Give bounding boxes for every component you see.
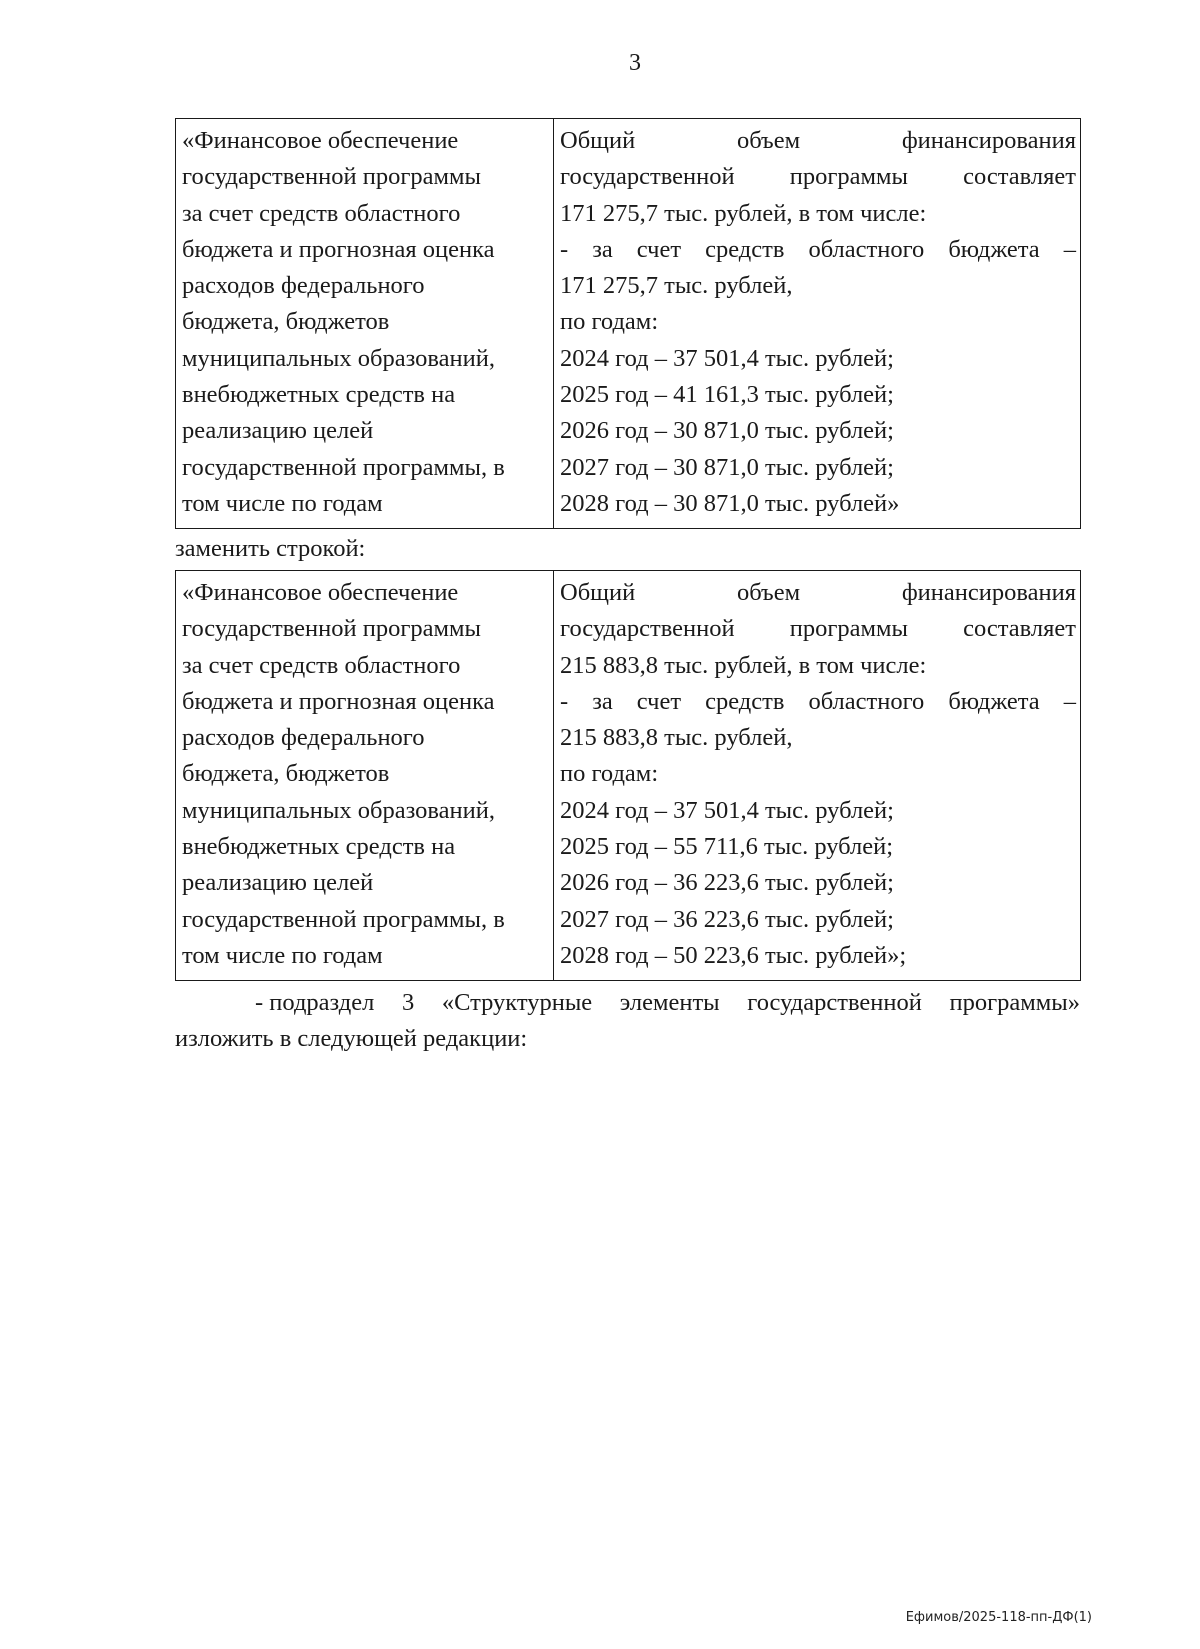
word: государственной [560, 615, 735, 643]
word: Общий [560, 127, 636, 154]
regional-amount-line: 171 275,7 тыс. рублей, [560, 272, 793, 300]
word: государственной [747, 989, 922, 1016]
old-financing-table [175, 118, 1081, 529]
word: объем [736, 127, 801, 154]
word: «Структурные [441, 989, 593, 1016]
label-line: «Финансовое обеспечение [182, 579, 459, 606]
word: бюджета [948, 235, 1040, 263]
by-years-line: по годам: [560, 308, 659, 336]
value-line [560, 159, 1076, 195]
year-amount-line: 2028 год – 50 223,6 тыс. рублей»; [560, 941, 907, 969]
new-row-value-cell [554, 571, 1081, 981]
label-line: «Финансовое обеспечение [182, 127, 459, 154]
word: финансирования [901, 127, 1076, 154]
label-line: государственной программы, в [182, 905, 505, 933]
label-line: реализацию целей [182, 417, 374, 445]
word: - [560, 235, 569, 263]
word: Общий [560, 579, 636, 606]
word: составляет [963, 615, 1076, 643]
year-amount-line: 2028 год – 30 871,0 тыс. рублей» [560, 489, 900, 517]
word: счет [636, 235, 682, 263]
label-line: за счет средств областного [182, 199, 461, 227]
word: – [1063, 235, 1076, 263]
year-amount-line: 2026 год – 30 871,0 тыс. рублей; [560, 417, 894, 445]
regional-amount-line: 215 883,8 тыс. рублей, [560, 724, 793, 752]
word: – [1063, 687, 1076, 715]
label-line: внебюджетных средств на [182, 833, 456, 861]
value-line [560, 232, 1076, 268]
table-row [176, 119, 1081, 529]
word: - подраздел [255, 989, 375, 1016]
table-row [176, 571, 1081, 981]
label-line: муниципальных образований, [182, 796, 495, 824]
word: объем [736, 579, 801, 606]
label-line: бюджета, бюджетов [182, 760, 390, 788]
new-financing-table [175, 570, 1081, 981]
word: 3 [401, 989, 415, 1016]
label-line: расходов федерального [182, 724, 425, 752]
year-amount-line: 2025 год – 41 161,3 тыс. рублей; [560, 381, 894, 409]
word: за [592, 235, 613, 263]
old-row-label-cell [176, 119, 554, 529]
label-line: том числе по годам [182, 489, 383, 517]
year-amount-line: 2027 год – 30 871,0 тыс. рублей; [560, 453, 894, 481]
label-line: расходов федерального [182, 272, 425, 300]
label-line: государственной программы, в [182, 453, 505, 481]
word: средств [705, 235, 785, 263]
word: программы [789, 163, 909, 191]
year-amount-line: 2024 год – 37 501,4 тыс. рублей; [560, 344, 894, 372]
year-amount-line: 2025 год – 55 711,6 тыс. рублей; [560, 833, 894, 861]
year-amount-line: 2024 год – 37 501,4 тыс. рублей; [560, 796, 894, 824]
label-line: муниципальных образований, [182, 344, 495, 372]
old-row-value-cell [554, 119, 1081, 529]
label-line: бюджета и прогнозная оценка [182, 687, 495, 715]
word: бюджета [948, 687, 1040, 715]
word: счет [636, 687, 682, 715]
document-code: Ефимов/2025-118-пп-ДФ(1) [905, 1610, 1092, 1625]
total-amount-line: 171 275,7 тыс. рублей, в том числе: [560, 199, 927, 227]
word: программы» [949, 989, 1080, 1016]
value-line [560, 123, 1076, 159]
year-amount-line: 2026 год – 36 223,6 тыс. рублей; [560, 869, 894, 897]
value-line [560, 611, 1076, 647]
subsection-paragraph [175, 985, 1080, 1057]
word: - [560, 687, 569, 715]
word: элементы [619, 989, 720, 1016]
subsection-line: изложить в следующей редакции: [175, 1025, 528, 1052]
label-line: том числе по годам [182, 941, 383, 969]
label-line: бюджета, бюджетов [182, 308, 390, 336]
label-line: за счет средств областного [182, 651, 461, 679]
word: областного [808, 235, 925, 263]
label-line: бюджета и прогнозная оценка [182, 235, 495, 263]
subsection-line [175, 985, 1080, 1021]
total-amount-line: 215 883,8 тыс. рублей, в том числе: [560, 651, 927, 679]
page-number: 3 [629, 50, 641, 76]
new-row-label-cell [176, 571, 554, 981]
label-line: реализацию целей [182, 869, 374, 897]
replace-label: заменить строкой: [175, 535, 366, 562]
word: за [592, 687, 613, 715]
word: областного [808, 687, 925, 715]
label-line: государственной программы [182, 163, 481, 191]
word: государственной [560, 163, 735, 191]
year-amount-line: 2027 год – 36 223,6 тыс. рублей; [560, 905, 894, 933]
value-line [560, 684, 1076, 720]
label-line: государственной программы [182, 615, 481, 643]
by-years-line: по годам: [560, 760, 659, 788]
word: финансирования [901, 579, 1076, 606]
value-line [560, 575, 1076, 611]
word: составляет [963, 163, 1076, 191]
word: средств [705, 687, 785, 715]
word: программы [789, 615, 909, 643]
label-line: внебюджетных средств на [182, 381, 456, 409]
